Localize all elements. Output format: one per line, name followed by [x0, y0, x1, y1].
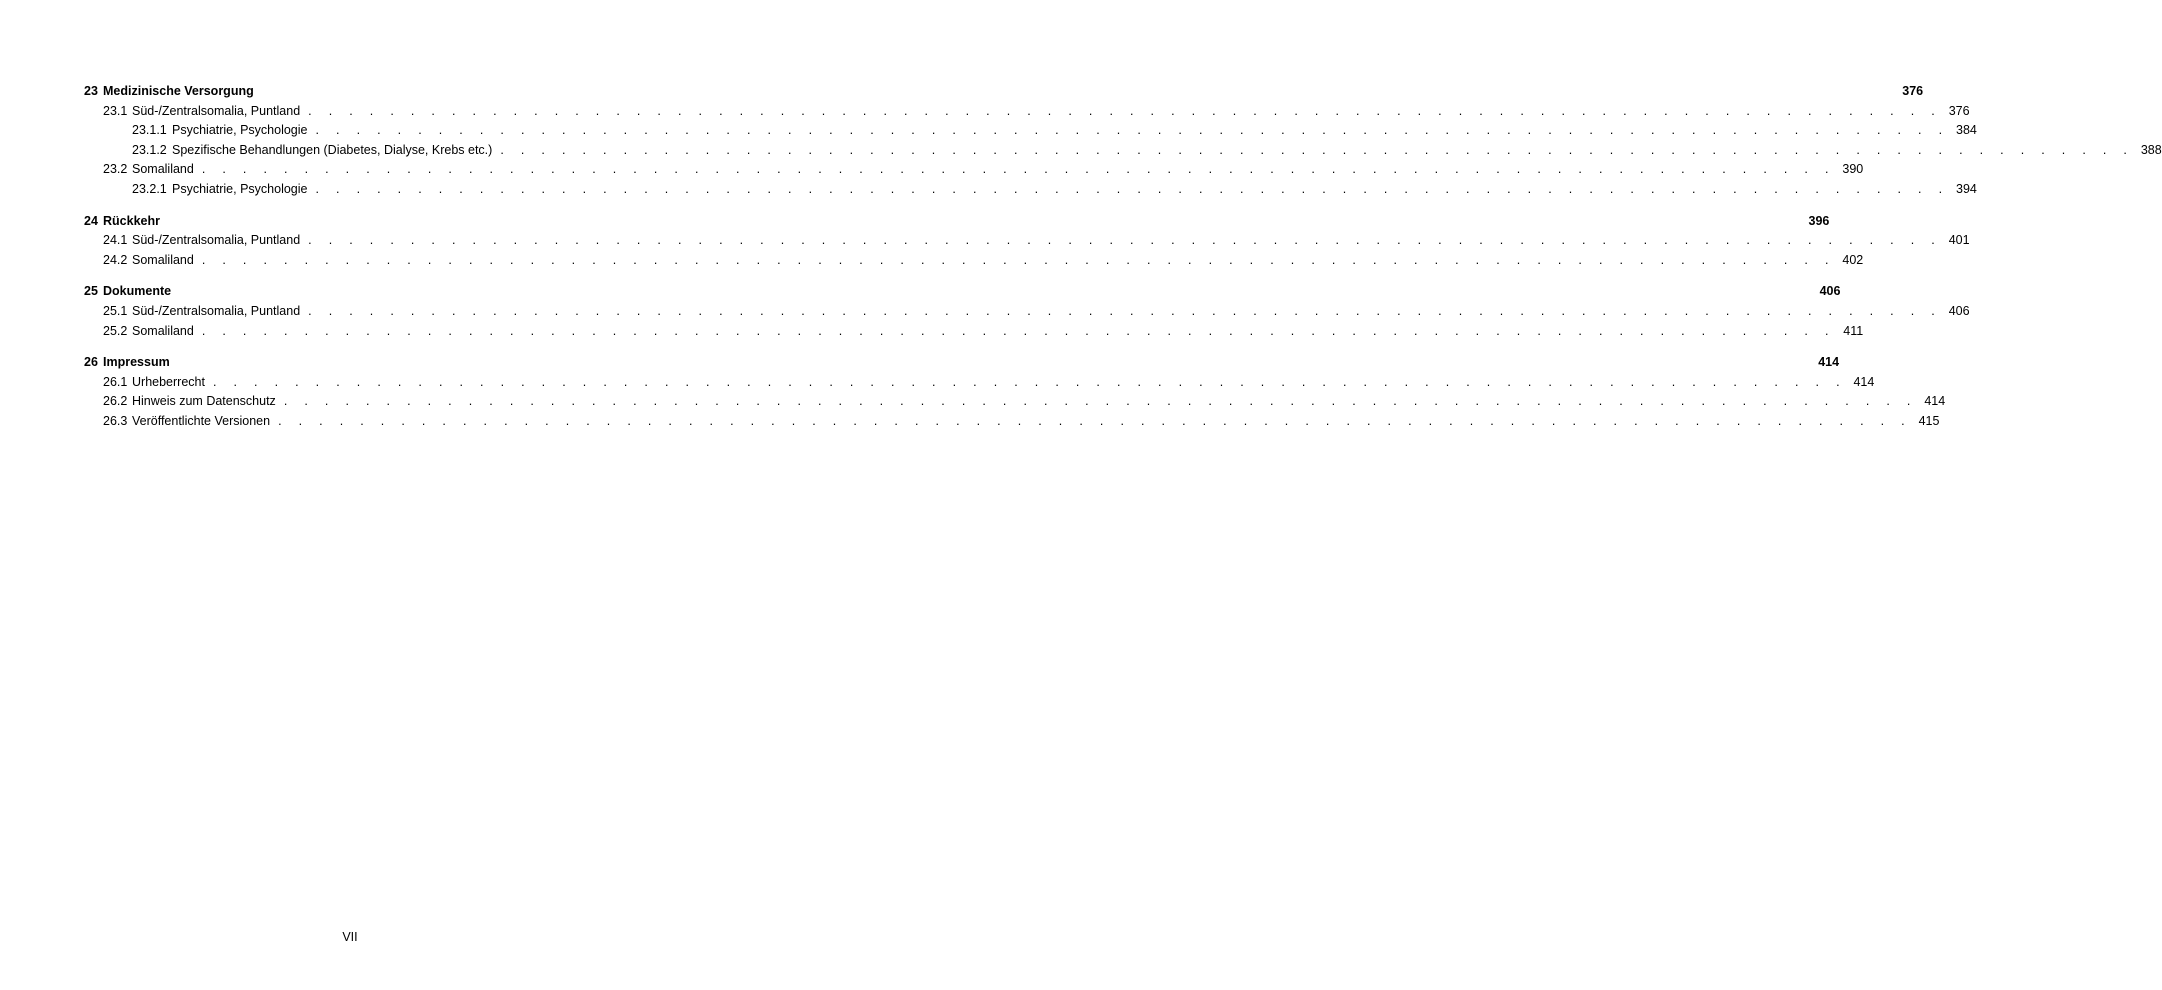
entry-title: Veröffentlichte Versionen	[132, 413, 271, 428]
toc-chapter	[84, 353, 1946, 431]
entry-title: Psychiatrie, Psychologie	[172, 123, 308, 138]
dot-leader: . . . . . . . . . . . . . . . . . . . . . . . . . . . . . . . . . . . . . . . . . . . . . . . . . . . . . . . . . . . . . . . . . . . . . . . . . . . . . . . .	[212, 374, 1847, 389]
entry-page-number: 414	[1818, 355, 1840, 370]
toc-subsubsection-entry[interactable]	[84, 141, 2162, 161]
toc-chapter-heading[interactable]	[84, 282, 1841, 302]
entry-page-number: 414	[1853, 374, 1875, 389]
entry-title: Spezifische Behandlungen (Diabetes, Dialyse, Krebs etc.)	[172, 142, 493, 157]
entry-page-number: 415	[1918, 413, 1940, 428]
entry-number: 26.3	[103, 413, 128, 428]
entry-number: 23	[84, 84, 98, 98]
entry-number: 23.2.1	[132, 181, 167, 196]
toc-chapter-heading[interactable]	[84, 212, 1830, 232]
entry-number: 25.2	[103, 323, 128, 338]
entry-title: Somaliland	[132, 252, 194, 267]
page-number: VII	[342, 930, 358, 944]
entry-number: 24.2	[103, 252, 128, 267]
dot-leader: . . . . . . . . . . . . . . . . . . . . . . . . . . . . . . . . . . . . . . . . . . . . . . . . . . . . . . . . . . . . . . . . . . . . . . . . . . . . . . . .	[308, 303, 1942, 318]
entry-title: Impressum	[103, 355, 170, 370]
toc-chapter-heading[interactable]	[84, 353, 1840, 373]
entry-title: Süd-/Zentralsomalia, Puntland	[132, 103, 301, 118]
dot-leader: . . . . . . . . . . . . . . . . . . . . . . . . . . . . . . . . . . . . . . . . . . . . . . . . . . . . . . . . . . . . . . . . . . . . . . . . . . . . . . . .	[315, 123, 1949, 138]
toc-section-entry[interactable]	[84, 302, 1970, 322]
entry-number: 26.2	[103, 394, 128, 409]
entry-number: 24.1	[103, 233, 128, 248]
dot-leader: . . . . . . . . . . . . . . . . . . . . . . . . . . . . . . . . . . . . . . . . . . . . . . . . . . . . . . . . . . . . . . . . . . . . . . . . . . . . . . . .	[308, 103, 1942, 118]
entry-page-number: 390	[1842, 162, 1864, 177]
entry-title: Dokumente	[103, 284, 172, 299]
entry-title: Süd-/Zentralsomalia, Puntland	[132, 233, 301, 248]
entry-title: Psychiatrie, Psychologie	[172, 181, 308, 196]
entry-page-number: 401	[1948, 233, 1970, 248]
entry-page-number: 406	[1948, 303, 1970, 318]
toc-section-entry[interactable]	[84, 160, 1864, 180]
entry-page-number: 402	[1842, 252, 1864, 267]
entry-number: 25.1	[103, 303, 128, 318]
entry-title: Hinweis zum Datenschutz	[132, 394, 276, 409]
toc-section-entry[interactable]	[84, 392, 1946, 412]
entry-number: 24	[84, 213, 98, 228]
toc-section-entry[interactable]	[84, 251, 1864, 271]
entry-number: 23.1.2	[132, 142, 167, 157]
dot-leader: . . . . . . . . . . . . . . . . . . . . . . . . . . . . . . . . . . . . . . . . . . . . . . . . . . . . . . . . . . . . . . . . . . . . . . . . . . . . . . . .	[308, 233, 1942, 248]
toc-chapter	[84, 82, 2162, 200]
toc-section-entry[interactable]	[84, 412, 1940, 432]
toc-section-entry[interactable]	[84, 231, 1970, 251]
entry-title: Rückkehr	[103, 213, 160, 228]
dot-leader: . . . . . . . . . . . . . . . . . . . . . . . . . . . . . . . . . . . . . . . . . . . . . . . . . . . . . . . . . . . . . . . . . . . . . . . . . . . . . . . .	[201, 252, 1836, 267]
toc-chapter-heading[interactable]	[84, 82, 1924, 102]
table-of-contents	[84, 82, 2162, 444]
toc-section-entry[interactable]	[84, 322, 1864, 342]
dot-leader: . . . . . . . . . . . . . . . . . . . . . . . . . . . . . . . . . . . . . . . . . . . . . . . . . . . . . . . . . . . . . . . . . . . . . . . . . . . . . . . .	[500, 142, 2134, 157]
entry-page-number: 376	[1948, 103, 1970, 118]
entry-page-number: 394	[1956, 181, 1977, 196]
entry-page-number: 376	[1902, 84, 1924, 98]
entry-title: Süd-/Zentralsomalia, Puntland	[132, 303, 301, 318]
toc-subsubsection-entry[interactable]	[84, 121, 1977, 141]
entry-title: Urheberrecht	[132, 374, 205, 389]
entry-title: Somaliland	[132, 162, 194, 177]
entry-page-number: 396	[1808, 213, 1830, 228]
dot-leader: . . . . . . . . . . . . . . . . . . . . . . . . . . . . . . . . . . . . . . . . . . . . . . . . . . . . . . . . . . . . . . . . . . . . . . . . . . . . . . . .	[201, 323, 1836, 338]
entry-number: 23.1	[103, 103, 128, 118]
entry-number: 26	[84, 355, 98, 370]
entry-number: 25	[84, 284, 98, 299]
toc-subsubsection-entry[interactable]	[84, 180, 1977, 200]
entry-title: Medizinische Versorgung	[103, 84, 254, 98]
entry-number: 23.1.1	[132, 123, 167, 138]
dot-leader: . . . . . . . . . . . . . . . . . . . . . . . . . . . . . . . . . . . . . . . . . . . . . . . . . . . . . . . . . . . . . . . . . . . . . . . . . . . . . . . .	[278, 413, 1912, 428]
entry-page-number: 411	[1843, 323, 1864, 338]
dot-leader: . . . . . . . . . . . . . . . . . . . . . . . . . . . . . . . . . . . . . . . . . . . . . . . . . . . . . . . . . . . . . . . . . . . . . . . . . . . . . . . .	[201, 162, 1836, 177]
entry-title: Somaliland	[132, 323, 194, 338]
dot-leader: . . . . . . . . . . . . . . . . . . . . . . . . . . . . . . . . . . . . . . . . . . . . . . . . . . . . . . . . . . . . . . . . . . . . . . . . . . . . . . . .	[315, 181, 1949, 196]
toc-section-entry[interactable]	[84, 102, 1970, 122]
toc-chapter	[84, 212, 1970, 271]
toc-chapter	[84, 282, 1970, 341]
entry-page-number: 384	[1956, 123, 1977, 138]
entry-number: 23.2	[103, 162, 128, 177]
entry-page-number: 388	[2140, 142, 2162, 157]
entry-page-number: 414	[1924, 394, 1946, 409]
toc-section-entry[interactable]	[84, 373, 1875, 393]
dot-leader: . . . . . . . . . . . . . . . . . . . . . . . . . . . . . . . . . . . . . . . . . . . . . . . . . . . . . . . . . . . . . . . . . . . . . . . . . . . . . . . .	[283, 394, 1918, 409]
entry-number: 26.1	[103, 374, 128, 389]
entry-page-number: 406	[1819, 284, 1841, 299]
